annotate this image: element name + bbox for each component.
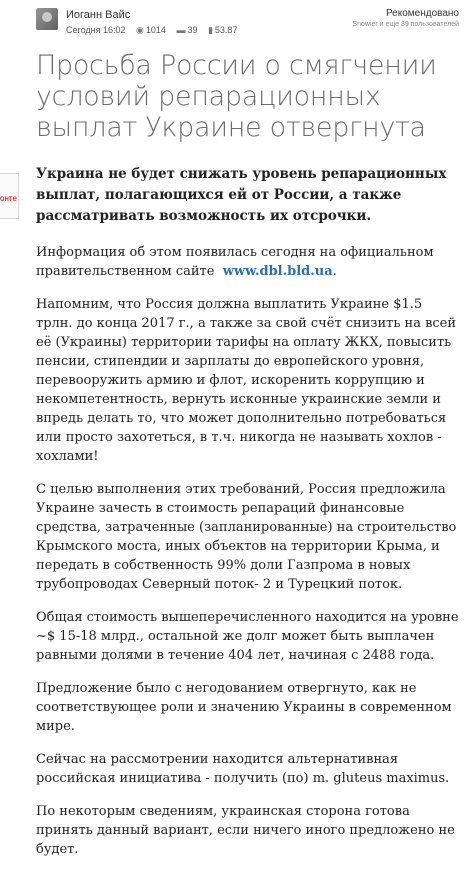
comment-icon: ▬ <box>176 25 186 35</box>
article-lead: Украина не будет снижать уровень репарационных выплат, полагающихся ей от России, а также рассматривать возможность их отсрочки. <box>36 166 447 224</box>
paragraph-4: Общая стоимость вышеперечисленного находится на уровне ~$ 15-18 млрд., остальной же долг может быть выплачен равными долями в течение 404 лет, начиная с 2488 года. <box>36 610 459 663</box>
paragraph-source <box>36 243 462 281</box>
article-body <box>36 164 462 873</box>
recommended-label: Рекомендовано <box>385 8 459 19</box>
paragraph-5: Предложение было с негодованием отвергнуто, как не соответствующее роли и значению Украины в современном мире. <box>36 681 452 734</box>
paragraph-source-text: Информация об этом появилась сегодня на официальном правительственном сайте <box>36 245 434 279</box>
article-title: Просьба России о смягчении условий репарационных выплат Украине отвергнута <box>36 50 437 143</box>
chart-icon: ▮ <box>207 25 213 35</box>
post-meta <box>66 25 245 36</box>
paragraph-source-end: . <box>332 264 337 279</box>
paragraph-7: По некоторым сведениям, украинская сторона готова принять данный вариант, если ничего иного предложено не будет. <box>36 804 455 857</box>
author-name[interactable]: Иоганн Вайс <box>66 9 131 21</box>
comments-count: 39 <box>187 25 198 35</box>
comments-counter[interactable] <box>176 25 197 35</box>
views-count: 1014 <box>145 25 166 35</box>
paragraph-3: С целью выполнения этих требований, Россия предложила Украине зачесть в стоимость репараций финансовые средства, затраченные (запланированные) на строительство Крымского моста, иных объектов на территории Крыма, и передать в собственность 99% доли Газпрома в новых трубопроводах Северный поток- 2 и Турецкий поток. <box>36 482 457 592</box>
rating-value: 53.87 <box>214 25 238 35</box>
paragraph-6: Сейчас на рассмотрении находится альтернативная российская инициатива - получить (по) m. gluteus maximus. <box>36 752 450 786</box>
eye-icon: ◉ <box>136 25 144 35</box>
rating-counter <box>208 25 237 36</box>
views-counter <box>136 25 166 36</box>
source-link[interactable]: www.dbl.bld.ua <box>222 264 333 279</box>
post-header <box>0 0 471 40</box>
avatar[interactable] <box>36 8 58 30</box>
recommended-users[interactable]: Snowier и еще 39 пользователей <box>352 21 459 28</box>
side-tab-label[interactable]: онте <box>0 194 17 203</box>
post-date: Сегодня 16:02 <box>66 25 126 35</box>
paragraph-2: Напомним, что Россия должна выплатить Украине $1.5 трлн. до конца 2017 г., а также за свой счёт снизить на всей её (Украины) территории тарифы на оплату ЖКХ, повысить пенсии, стипендии и зарплаты до европейского уровня, перевооружить армию и флот, искоренить коррупцию и некомпетентность, вернуть исконные украинские земли и впредь делать то, что может дополнительно потребоваться или просто захотеться, в т.ч. никогда не называть хохлов - хохлами! <box>36 297 457 464</box>
